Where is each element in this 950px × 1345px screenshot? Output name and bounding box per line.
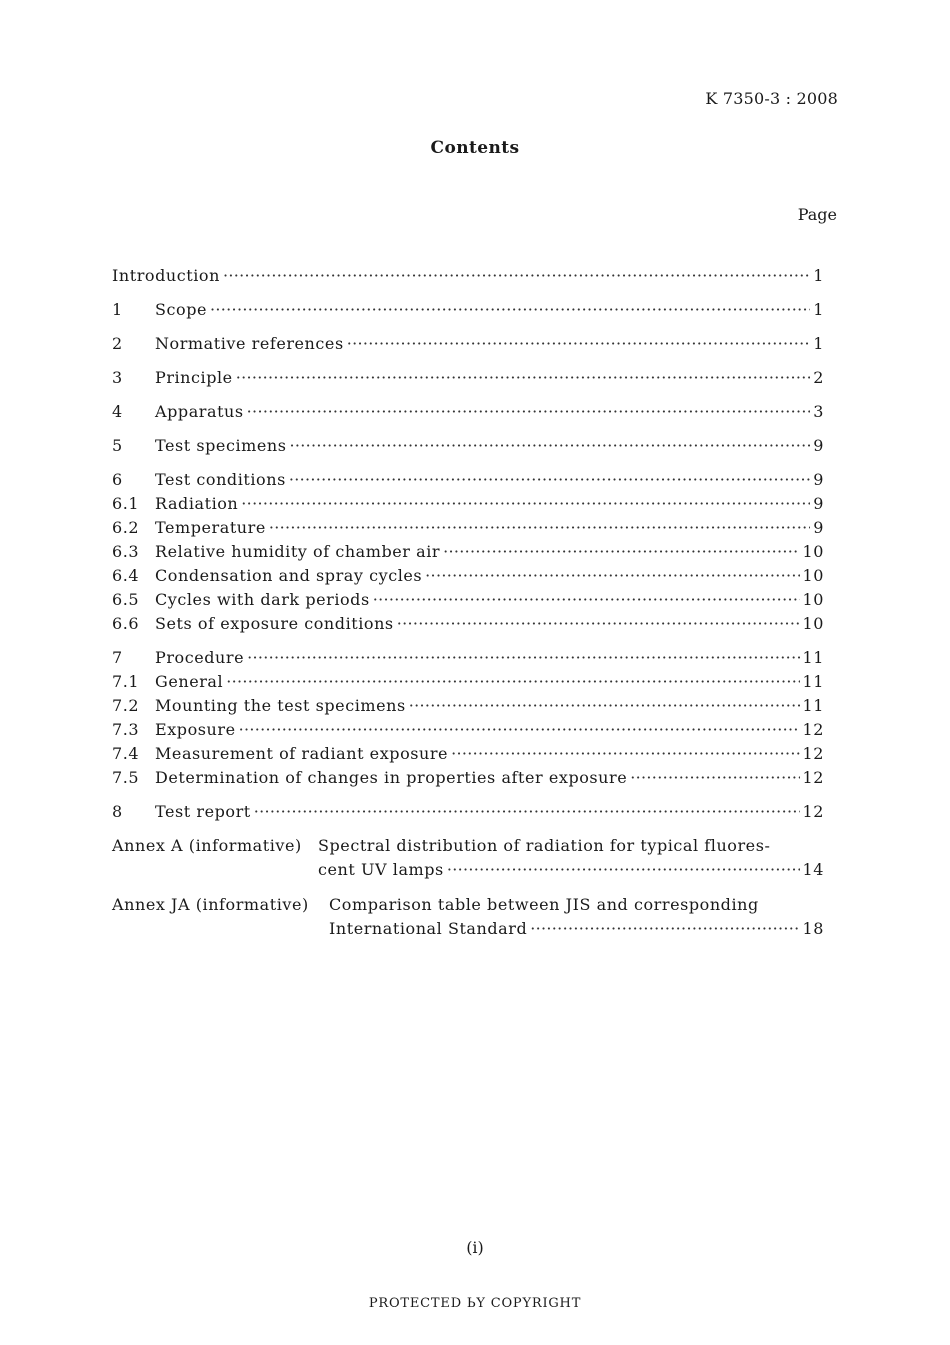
copyright-notice: PROTECTED ЬY COPYRIGHT: [368, 1296, 582, 1311]
toc-entry-title: Introduction: [112, 266, 220, 285]
toc-entry[interactable]: [112, 469, 824, 491]
toc-entry-title: Normative references: [155, 334, 344, 353]
annex-title-line1: Spectral distribution of radiation for typical fluores-: [318, 836, 771, 855]
annex-page: 18: [802, 919, 824, 938]
toc-entry[interactable]: [112, 541, 824, 563]
dot-leader: [425, 565, 799, 587]
toc-entry-title: Scope: [155, 300, 208, 319]
toc-entry-number: 3: [112, 368, 123, 387]
toc-entry-title: Condensation and spray cycles: [155, 566, 423, 585]
toc-entry[interactable]: [112, 671, 824, 693]
dot-leader: [241, 493, 810, 515]
toc-entry-number: 6.4: [112, 566, 140, 585]
toc-entry-page: 9: [813, 494, 824, 513]
toc-entry-number: 6.1: [112, 494, 140, 513]
toc-entry[interactable]: [112, 565, 824, 587]
toc-entry[interactable]: [112, 613, 824, 635]
annex-title-line2: cent UV lamps: [318, 860, 444, 879]
toc-entry-number: 6: [112, 470, 123, 489]
toc-entry[interactable]: [112, 265, 824, 287]
annex-label: Annex A (informative): [112, 836, 302, 855]
dot-leader: [451, 743, 799, 765]
toc-entry-page: 2: [813, 368, 824, 387]
annex-page: 14: [802, 860, 824, 879]
annex-label: Annex JA (informative): [112, 895, 309, 914]
toc-entry[interactable]: [112, 299, 824, 321]
toc-entry-number: 6.3: [112, 542, 140, 561]
toc-entry-title: Radiation: [155, 494, 239, 513]
toc-entry-page: 12: [802, 720, 824, 739]
toc-entry-number: 8: [112, 802, 123, 821]
toc-entry-title: Determination of changes in properties after exposure: [155, 768, 628, 787]
toc-entry-number: 7.1: [112, 672, 140, 691]
dot-leader: [289, 469, 810, 491]
toc-entry-page: 1: [813, 334, 824, 353]
toc-entry-title: Apparatus: [155, 402, 244, 421]
toc-entry-title: Test report: [155, 802, 251, 821]
dot-leader: [269, 517, 810, 539]
toc-entry-number: 7.5: [112, 768, 140, 787]
toc-entry[interactable]: [112, 493, 824, 515]
toc-entry-number: 6.2: [112, 518, 140, 537]
toc-entry-page: 12: [802, 744, 824, 763]
toc-entry[interactable]: [112, 695, 824, 717]
dot-leader: [447, 859, 800, 881]
toc-entry[interactable]: [112, 767, 824, 789]
dot-leader: [247, 401, 811, 423]
toc-entry-title: General: [155, 672, 224, 691]
toc-entry[interactable]: [112, 401, 824, 423]
toc-entry[interactable]: [112, 367, 824, 389]
dot-leader: [289, 435, 810, 457]
page-title: Contents: [430, 138, 520, 158]
annex-entry[interactable]: [112, 835, 824, 857]
annex-entry-continuation[interactable]: [112, 918, 824, 940]
toc-entry[interactable]: [112, 333, 824, 355]
toc-entry-title: Test conditions: [155, 470, 286, 489]
dot-leader: [239, 719, 800, 741]
toc-entry[interactable]: [112, 647, 824, 669]
toc-entry-page: 3: [813, 402, 824, 421]
dot-leader: [254, 801, 800, 823]
dot-leader: [397, 613, 800, 635]
toc-entry-title: Relative humidity of chamber air: [155, 542, 441, 561]
toc-entry[interactable]: [112, 589, 824, 611]
toc-entry-number: 7.4: [112, 744, 140, 763]
toc-entry-page: 9: [813, 436, 824, 455]
toc-entry-page: 11: [802, 696, 824, 715]
toc-entry-page: 10: [802, 614, 824, 633]
dot-leader: [373, 589, 800, 611]
dot-leader: [226, 671, 799, 693]
toc-entry-number: 6.6: [112, 614, 140, 633]
dot-leader: [409, 695, 800, 717]
toc-entry-page: 10: [802, 566, 824, 585]
toc-entry-title: Temperature: [155, 518, 266, 537]
page-folio: (i): [466, 1238, 484, 1257]
toc-entry[interactable]: [112, 801, 824, 823]
annex-title-line2: International Standard: [329, 919, 528, 938]
dot-leader: [347, 333, 811, 355]
toc-entry-number: 7.3: [112, 720, 140, 739]
toc-entry-page: 10: [802, 590, 824, 609]
toc-entry-title: Test specimens: [155, 436, 287, 455]
dot-leader: [223, 265, 810, 287]
toc-entry-page: 1: [813, 300, 824, 319]
annex-title-line1: Comparison table between JIS and corresponding: [329, 895, 759, 914]
toc-entry-number: 5: [112, 436, 123, 455]
page-column-header: Page: [797, 205, 837, 224]
dot-leader: [630, 767, 799, 789]
toc-entry[interactable]: [112, 435, 824, 457]
document-number: K 7350-3 : 2008: [705, 89, 838, 108]
toc-entry-number: 4: [112, 402, 123, 421]
toc-entry-number: 6.5: [112, 590, 140, 609]
toc-entry-title: Principle: [155, 368, 233, 387]
toc-entry[interactable]: [112, 719, 824, 741]
annex-entry-continuation[interactable]: [112, 859, 824, 881]
toc-entry-title: Sets of exposure conditions: [155, 614, 394, 633]
toc-entry-number: 7.2: [112, 696, 140, 715]
toc-entry-title: Measurement of radiant exposure: [155, 744, 449, 763]
dot-leader: [210, 299, 810, 321]
toc-entry[interactable]: [112, 743, 824, 765]
toc-entry-title: Procedure: [155, 648, 245, 667]
annex-entry[interactable]: [112, 894, 824, 916]
toc-entry[interactable]: [112, 517, 824, 539]
dot-leader: [530, 918, 799, 940]
toc-entry-title: Exposure: [155, 720, 236, 739]
toc-entry-title: Cycles with dark periods: [155, 590, 370, 609]
toc-entry-page: 12: [802, 768, 824, 787]
toc-entry-page: 11: [802, 672, 824, 691]
toc-entry-number: 7: [112, 648, 123, 667]
toc-entry-page: 10: [802, 542, 824, 561]
dot-leader: [236, 367, 811, 389]
toc-entry-page: 9: [813, 470, 824, 489]
toc-entry-page: 9: [813, 518, 824, 537]
toc-entry-number: 2: [112, 334, 123, 353]
dot-leader: [247, 647, 799, 669]
toc-entry-page: 11: [802, 648, 824, 667]
toc-entry-page: 1: [813, 266, 824, 285]
toc-entry-page: 12: [802, 802, 824, 821]
toc-entry-title: Mounting the test specimens: [155, 696, 406, 715]
toc-entry-number: 1: [112, 300, 123, 319]
dot-leader: [443, 541, 799, 563]
